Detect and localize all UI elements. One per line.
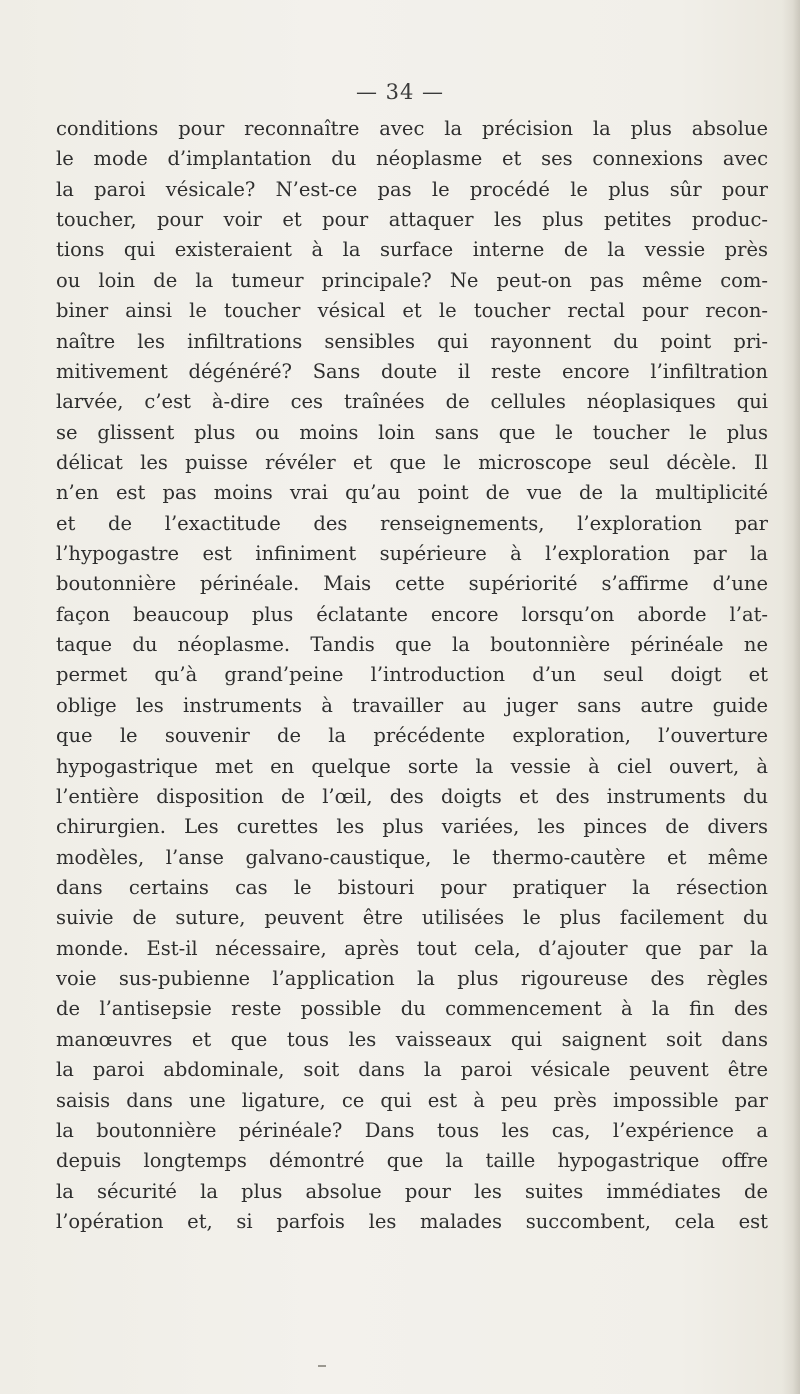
text-line: l’hypogastre est infiniment supérieure à l’exploration par la (56, 542, 768, 566)
page-edge-shadow (782, 0, 800, 1394)
text-line: saisis dans une ligature, ce qui est à peu près impossible par (56, 1088, 768, 1112)
text-line: dans certains cas le bistouri pour pratiquer la résection (56, 875, 768, 899)
text-line: boutonnière périnéale. Mais cette supériorité s’affirme d’une (56, 572, 768, 596)
text-line: manœuvres et que tous les vaisseaux qui saignent soit dans (56, 1027, 768, 1051)
text-line: la paroi vésicale? N’est-ce pas le procédé le plus sûr pour (56, 177, 768, 201)
text-line: délicat les puisse révéler et que le microscope seul décèle. Il (56, 450, 768, 474)
text-line: et de l’exactitude des renseignements, l’exploration par (56, 511, 768, 535)
body-text (56, 114, 768, 1237)
text-line: taque du néoplasme. Tandis que la boutonnière périnéale ne (56, 633, 768, 657)
text-line: se glissent plus ou moins loin sans que le toucher le plus (56, 420, 768, 444)
text-line: de l’antisepsie reste possible du commencement à la fin des (56, 997, 768, 1021)
text-line: l’entière disposition de l’œil, des doigts et des instruments du (56, 784, 768, 808)
text-line: ou loin de la tumeur principale? Ne peut-on pas même com- (56, 268, 768, 292)
text-line: conditions pour reconnaître avec la précision la plus absolue (56, 117, 768, 140)
text-line: monde. Est-il nécessaire, après tout cela, d’ajouter que par la (56, 936, 768, 960)
text-line: depuis longtemps démontré que la taille hypogastrique offre (56, 1149, 768, 1173)
text-line: oblige les instruments à travailler au juger sans autre guide (56, 693, 768, 717)
text-line: la paroi abdominale, soit dans la paroi vésicale peuvent être (56, 1058, 768, 1082)
text-line: mitivement dégénéré? Sans doute il reste encore l’infiltration (56, 359, 768, 383)
text-line: biner ainsi le toucher vésical et le toucher rectal pour recon- (56, 299, 768, 323)
text-line: l’opération et, si parfois les malades succombent, cela est (56, 1209, 768, 1233)
text-line: toucher, pour voir et pour attaquer les plus petites produc- (56, 208, 768, 232)
text-line: chirurgien. Les curettes les plus variées, les pinces de divers (56, 815, 768, 839)
print-speck (318, 1365, 326, 1367)
text-line: larvée, c’est à-dire ces traînées de cellules néoplasiques qui (56, 390, 768, 414)
page-number-header: — 34 — (355, 80, 445, 104)
text-line: la sécurité la plus absolue pour les suites immédiates de (56, 1179, 768, 1203)
text-line: tions qui existeraient à la surface interne de la vessie près (56, 238, 768, 262)
text-line: naître les infiltrations sensibles qui rayonnent du point pri- (56, 329, 768, 353)
text-line: voie sus-pubienne l’application la plus rigoureuse des règles (56, 967, 768, 991)
text-line: hypogastrique met en quelque sorte la vessie à ciel ouvert, à (56, 754, 768, 778)
text-line: suivie de suture, peuvent être utilisées le plus facilement du (56, 906, 768, 930)
text-line: la boutonnière périnéale? Dans tous les cas, l’expérience a (56, 1118, 768, 1142)
text-line: n’en est pas moins vrai qu’au point de vue de la multiplicité (56, 481, 768, 505)
text-line: modèles, l’anse galvano-caustique, le thermo-cautère et même (56, 845, 768, 869)
text-line: que le souvenir de la précédente exploration, l’ouverture (56, 724, 768, 748)
text-line: permet qu’à grand’peine l’introduction d’un seul doigt et (56, 663, 768, 687)
text-line: le mode d’implantation du néoplasme et ses connexions avec (56, 147, 768, 171)
text-line: façon beaucoup plus éclatante encore lorsqu’on aborde l’at- (56, 602, 768, 626)
